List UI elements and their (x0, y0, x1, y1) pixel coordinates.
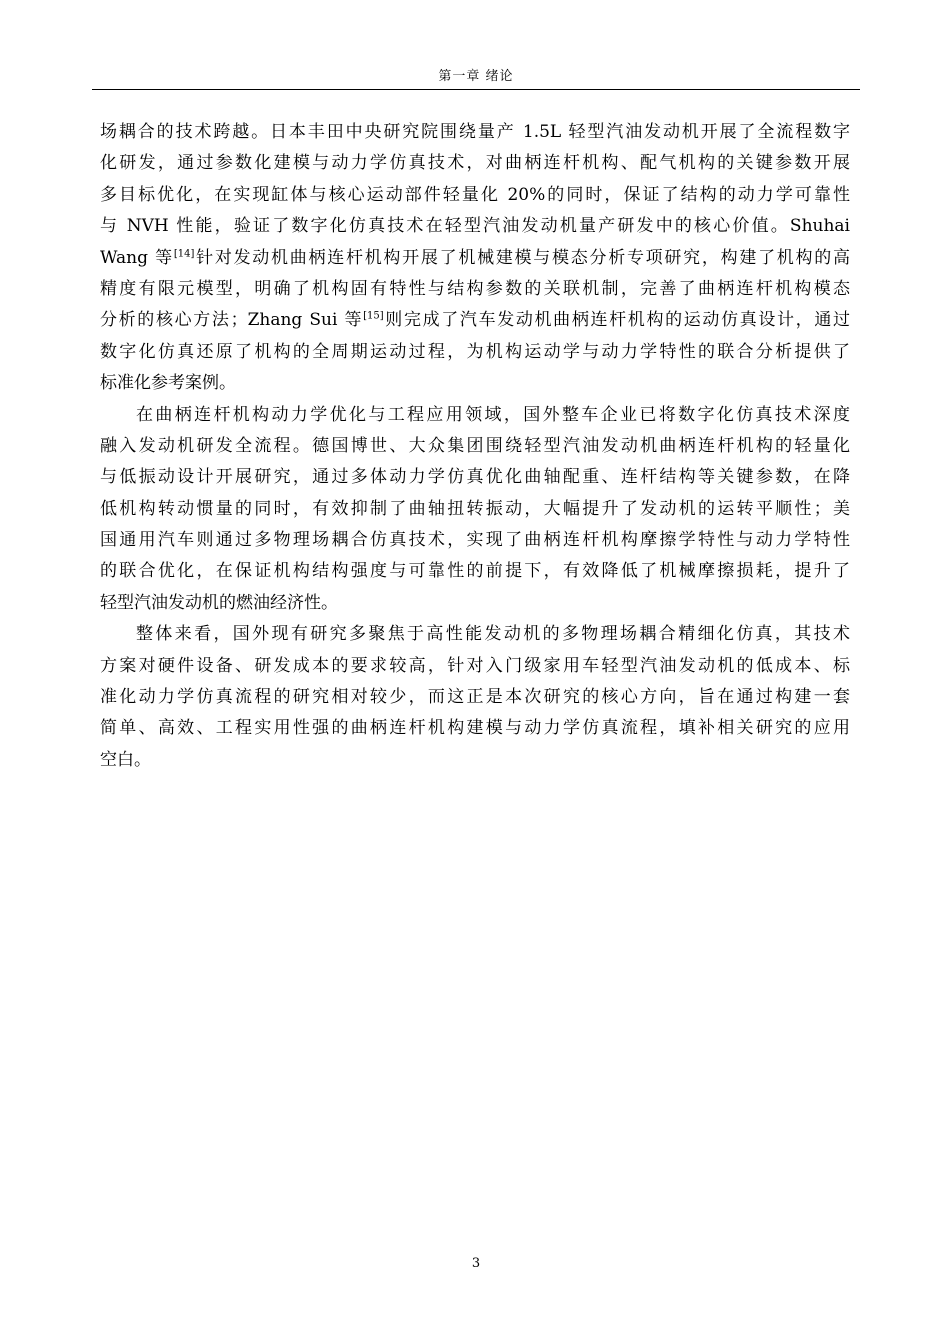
text-line: 与 NVH 性能，验证了数字化仿真技术在轻型汽油发动机量产研发中的核心价值。Shuhai (100, 216, 850, 237)
text-line: 场耦合的技术跨越。日本丰田中央研究院围绕量产 1.5L 轻型汽油发动机开展了全流程数字 (100, 122, 850, 142)
text-line: 低机构转动惯量的同时，有效抑制了曲轴扭转振动，大幅提升了发动机的运转平顺性；美 (100, 498, 850, 519)
text-line: 精度有限元模型，明确了机构固有特性与结构参数的关联机制，完善了曲柄连杆机构模态 (100, 278, 850, 299)
body-text (100, 117, 850, 776)
header-rule (92, 89, 860, 90)
citation-ref: [15] (363, 310, 384, 322)
text-run: 则完成了汽车发动机曲柄连杆机构的运动仿真设计，通过 (383, 310, 850, 331)
paragraph-2 (100, 400, 850, 620)
text-line: 准化动力学仿真流程的研究相对较少，而这正是本次研究的核心方向，旨在通过构建一套 (100, 687, 850, 708)
paragraph-1 (100, 117, 850, 400)
text-line (100, 243, 850, 274)
text-line: 化研发，通过参数化建模与动力学仿真技术，对曲柄连杆机构、配气机构的关键参数开展 (100, 153, 850, 174)
text-line: 多目标优化，在实现缸体与核心运动部件轻量化 20%的同时，保证了结构的动力学可靠性 (100, 184, 850, 205)
text-line: 国通用汽车则通过多物理场耦合仿真技术，实现了曲柄连杆机构摩擦学特性与动力学特性 (100, 530, 850, 551)
text-line: 融入发动机研发全流程。德国博世、大众集团围绕轻型汽油发动机曲柄连杆机构的轻量化 (100, 435, 850, 456)
text-line: 的联合优化，在保证机构结构强度与可靠性的前提下，有效降低了机械摩擦损耗，提升了 (100, 561, 850, 582)
text-line: 轻型汽油发动机的燃油经济性。 (100, 592, 338, 613)
paragraph-3 (100, 619, 850, 776)
text-line: 标准化参考案例。 (100, 373, 236, 394)
text-line: 在曲柄连杆机构动力学优化与工程应用领域，国外整车企业已将数字化仿真技术深度 (136, 404, 850, 425)
text-line: 空白。 (100, 749, 151, 770)
running-header: 第一章 绪论 (438, 69, 514, 84)
citation-ref: [14] (173, 247, 195, 259)
text-line: 与低振动设计开展研究，通过多体动力学仿真优化曲轴配重、连杆结构等关键参数，在降 (100, 467, 850, 488)
text-line: 方案对硬件设备、研发成本的要求较高，针对入门级家用车轻型汽油发动机的低成本、标 (100, 655, 850, 676)
text-run: 针对发动机曲柄连杆机构开展了机械建模与模态分析专项研究，构建了机构的高 (194, 247, 851, 268)
text-line: 数字化仿真还原了机构的全周期运动过程，为机构运动学与动力学特性的联合分析提供了 (100, 341, 850, 362)
text-run: 分析的核心方法；Zhang Sui 等 (100, 310, 364, 331)
text-line (100, 305, 850, 336)
page-number: 3 (471, 1256, 481, 1271)
text-run: Wang 等 (100, 247, 174, 268)
text-line: 整体来看，国外现有研究多聚焦于高性能发动机的多物理场耦合精细化仿真，其技术 (136, 624, 850, 645)
text-line: 简单、高效、工程实用性强的曲柄连杆机构建模与动力学仿真流程，填补相关研究的应用 (100, 718, 850, 739)
